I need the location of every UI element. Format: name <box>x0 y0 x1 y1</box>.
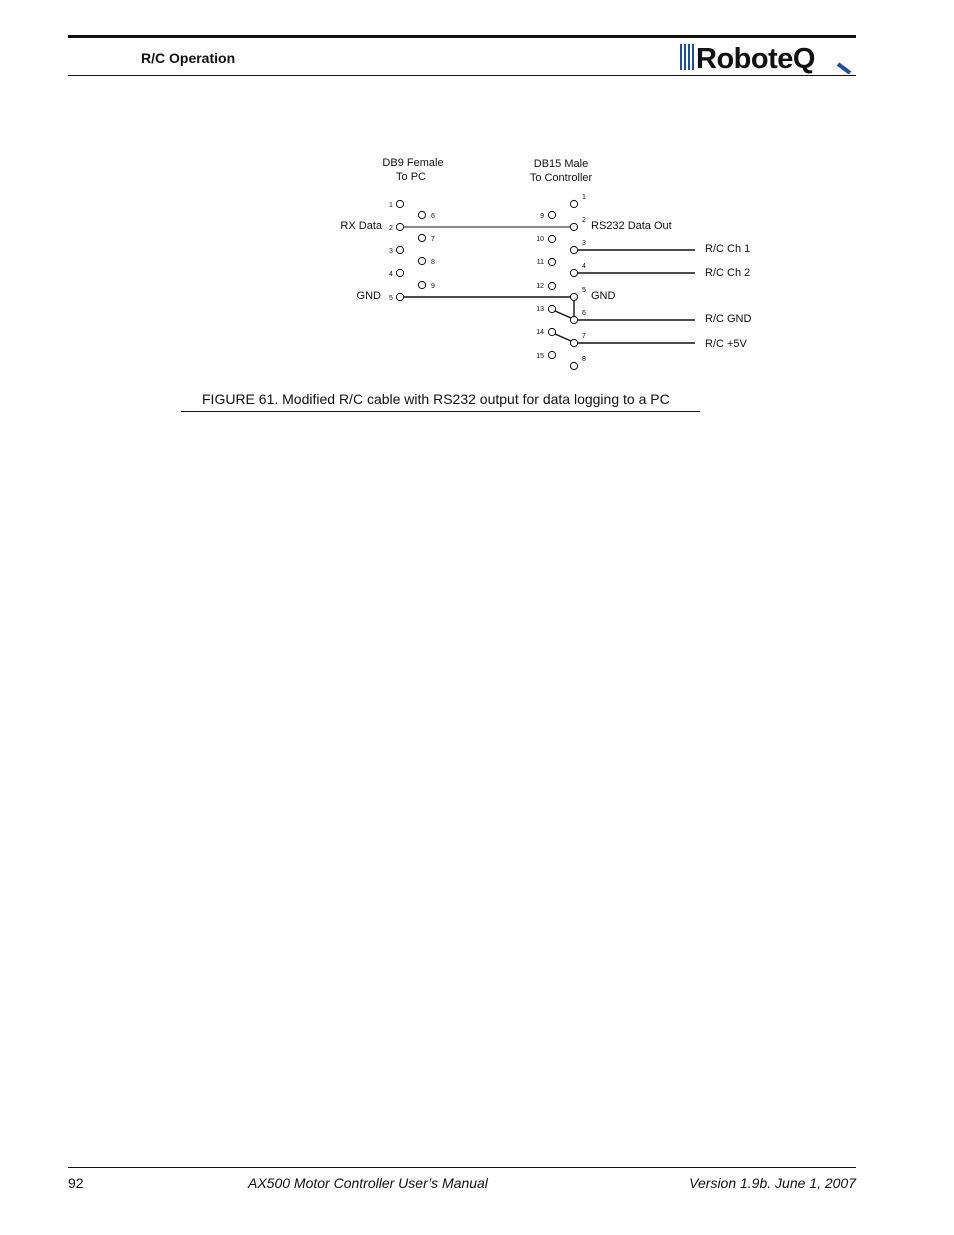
jumper-13-6 <box>555 311 571 318</box>
svg-text:1: 1 <box>389 202 393 209</box>
footer-rule <box>68 1167 856 1168</box>
figure-caption: FIGURE 61. Modified R/C cable with RS232 output for data logging to a PC <box>202 391 670 407</box>
db15-pin-7 <box>570 333 586 347</box>
svg-text:6: 6 <box>431 213 435 220</box>
db15-pin-8 <box>570 356 586 370</box>
db15-pin-12 <box>536 282 555 290</box>
db15-pin-9 <box>540 211 556 220</box>
svg-text:4: 4 <box>582 263 586 270</box>
cable-wiring-diagram <box>0 0 954 420</box>
db9-pin-9 <box>418 281 435 290</box>
svg-text:4: 4 <box>389 271 393 278</box>
svg-text:12: 12 <box>536 283 544 290</box>
svg-text:2: 2 <box>582 217 586 224</box>
db9-pin-5 <box>389 293 404 302</box>
svg-text:11: 11 <box>536 259 544 266</box>
page-number: 92 <box>68 1175 84 1191</box>
jumper-14-7 <box>555 334 571 341</box>
svg-text:13: 13 <box>536 306 544 313</box>
db15-pin-10 <box>536 235 555 243</box>
db9-pin-7 <box>418 234 435 243</box>
section-title: R/C Operation <box>141 50 236 66</box>
svg-text:14: 14 <box>536 329 544 336</box>
svg-text:8: 8 <box>431 259 435 266</box>
db15-title-line2: To Controller <box>529 172 593 184</box>
svg-text:15: 15 <box>536 353 544 360</box>
svg-text:RoboteQ: RoboteQ <box>696 43 815 74</box>
db15-pin-6 <box>570 310 586 324</box>
db15-pin-4 <box>570 263 586 277</box>
db15-pin-14 <box>536 328 555 336</box>
label-gnd-left: GND <box>356 290 381 302</box>
svg-text:8: 8 <box>582 356 586 363</box>
db15-pin-11 <box>537 258 556 266</box>
db9-pin-6 <box>418 211 435 220</box>
db9-pin-4 <box>389 269 404 278</box>
db15-pin-3 <box>570 240 586 254</box>
db15-pin-13 <box>536 305 555 313</box>
svg-text:3: 3 <box>389 248 393 255</box>
label-rc-gnd: R/C GND <box>705 313 752 325</box>
svg-text:1: 1 <box>582 194 586 201</box>
db9-title-line2: To PC <box>396 171 426 183</box>
svg-text:3: 3 <box>582 240 586 247</box>
manual-title: AX500 Motor Controller User’s Manual <box>248 1175 488 1191</box>
label-rc-ch2: R/C Ch 2 <box>705 267 751 279</box>
svg-text:7: 7 <box>431 236 435 243</box>
db9-pin-1 <box>389 200 404 209</box>
svg-text:2: 2 <box>389 225 393 232</box>
db15-pin-1 <box>570 194 586 208</box>
svg-text:7: 7 <box>582 333 586 340</box>
svg-text:9: 9 <box>431 283 435 290</box>
db15-pin-2 <box>570 217 586 231</box>
db15-pin-15 <box>536 351 555 360</box>
svg-text:9: 9 <box>540 213 544 220</box>
db15-title-line1: DB15 Male <box>533 158 589 170</box>
db15-pin-5 <box>570 287 586 301</box>
version-info: Version 1.9b. June 1, 2007 <box>689 1175 856 1191</box>
db9-title-line1: DB9 Female <box>382 157 444 169</box>
label-rc-5v: R/C +5V <box>705 338 747 350</box>
label-rs232-data-out: RS232 Data Out <box>591 220 672 232</box>
svg-text:5: 5 <box>582 287 586 294</box>
db9-pin-3 <box>389 246 404 255</box>
svg-text:6: 6 <box>582 310 586 317</box>
db9-pin-2 <box>389 223 404 232</box>
svg-text:5: 5 <box>389 295 393 302</box>
svg-text:10: 10 <box>536 236 544 243</box>
label-rc-ch1: R/C Ch 1 <box>705 243 751 255</box>
caption-rule <box>181 411 700 412</box>
label-rx-data: RX Data <box>340 220 382 232</box>
db9-pin-8 <box>418 257 435 266</box>
label-gnd-right: GND <box>591 290 616 302</box>
